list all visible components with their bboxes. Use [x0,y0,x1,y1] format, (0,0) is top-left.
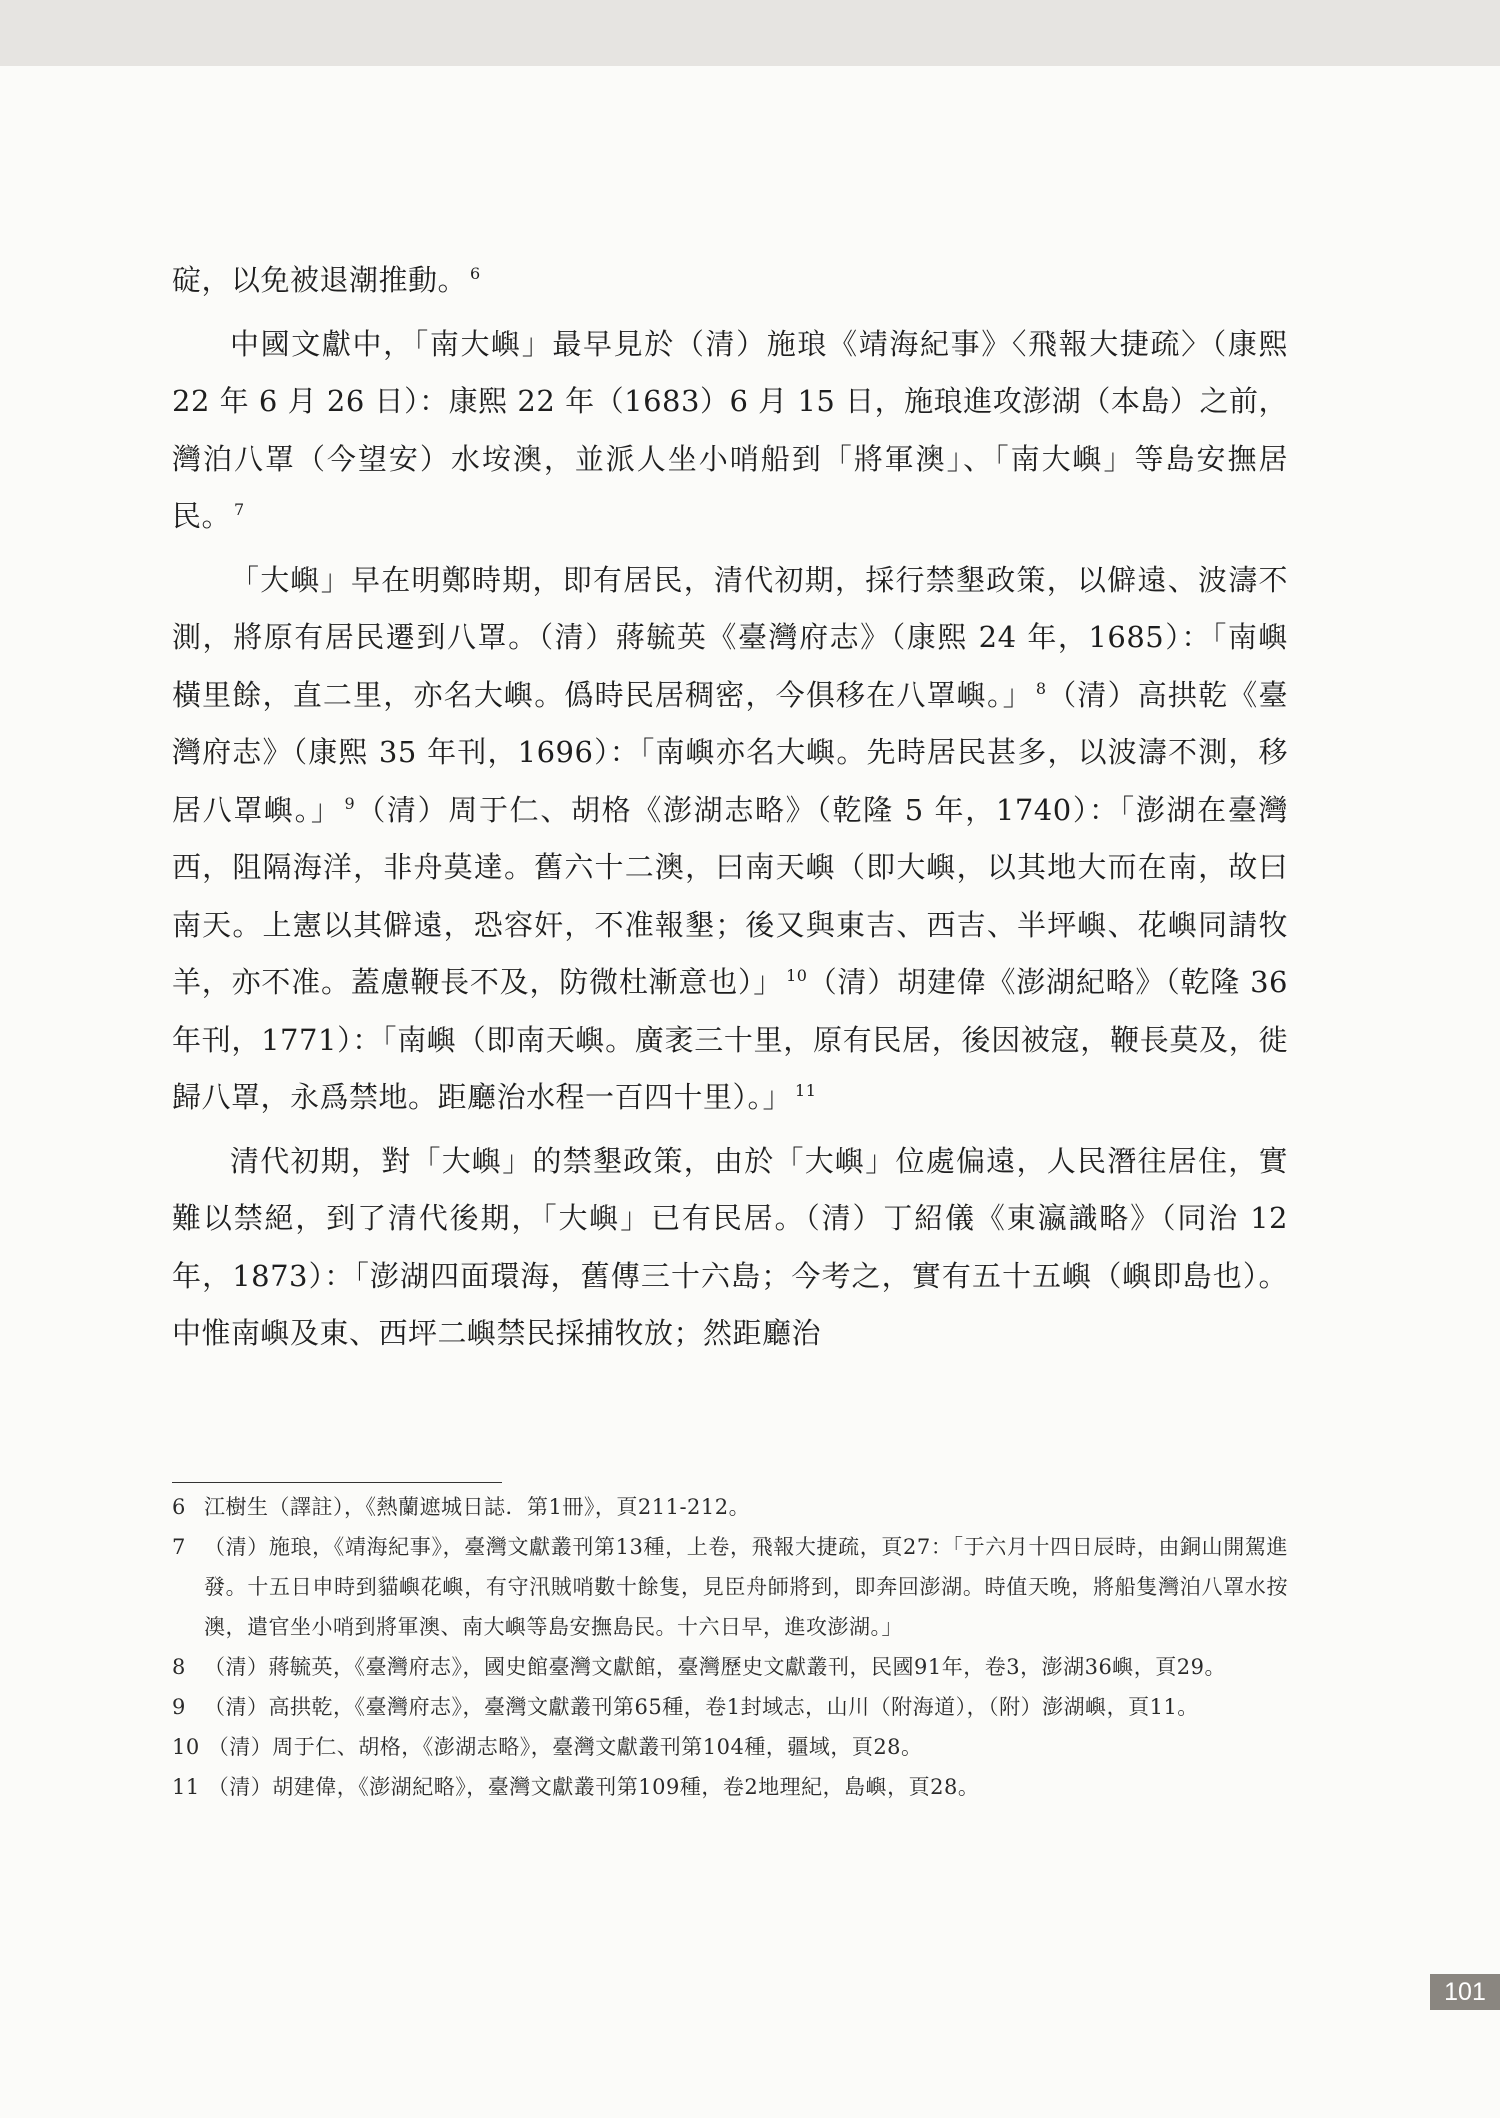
paragraph [172,1133,1288,1363]
footnote-number: 9 [172,1695,186,1719]
footnote-text: （清）蔣毓英，《臺灣府志》，國史館臺灣文獻館，臺灣歷史文獻叢刊，民國91年，卷3，澎湖36嶼，頁29。 [204,1655,1227,1679]
paragraph-text: （清）高拱乾《臺灣府志》（康熙 35 年刊，1696）：「南嶼亦名大嶼。先時居民甚多，以波濤不測，移居八罩嶼。」 [172,677,1288,827]
scan-top-margin [0,0,1500,66]
footnote-ref: 11 [795,1081,817,1101]
footnote-ref: 10 [786,966,808,986]
footnote-text: （清）施琅，《靖海紀事》，臺灣文獻叢刊第13種，上卷，飛報大捷疏，頁27：「于六月十四日辰時，由銅山開駕進發。十五日申時到貓嶼花嶼，有守汛賊哨數十餘隻，見臣舟師將到，即奔回澎湖。時值天晚，將船隻灣泊八罩水按澳，遣官坐小哨到將軍澳、南大嶼等島安撫島民。十六日早，進攻澎湖。」 [204,1535,1288,1639]
footnote-number: 6 [172,1495,186,1519]
page-number: 101 [1430,1974,1500,2010]
paragraph [172,316,1288,546]
paragraph-text: 中國文獻中，「南大嶼」最早見於（清）施琅《靖海紀事》〈飛報大捷疏〉（康熙 22 年 6 月 26 日）：康熙 22 年（1683）6 月 15 日，施琅進攻澎湖（本島）之前，灣泊八罩（今望安）水垵澳，並派人坐小哨船到「將軍澳」、「南大嶼」等島安撫居民。 [172,326,1288,533]
paragraph [172,552,1318,1127]
paragraph-text: 「大嶼」早在明鄭時期，即有居民，清代初期，採行禁墾政策，以僻遠、波濤不測，將原有居民遷到八罩。（清）蔣毓英《臺灣府志》（康熙 24 年，1685）：「南嶼 橫里餘，直二里，亦名大嶼。僞時民居稠密，今俱移在八罩嶼。」 [172,562,1318,712]
paragraph [172,252,1288,310]
footnote-11 [172,1767,1288,1807]
footnote-ref: 6 [470,264,481,284]
footnote-number: 7 [172,1535,186,1559]
paragraph-text: （清）胡建偉《澎湖紀略》（乾隆 36 年刊，1771）：「南嶼（即南天嶼。廣袤三十里，原有民居，後因被寇，鞭長莫及，徙歸八罩，永爲禁地。距廳治水程一百四十里）。」 [172,965,1288,1114]
footnote-text: （清）周于仁、胡格，《澎湖志略》，臺灣文獻叢刊第104種，疆域，頁28。 [207,1735,923,1759]
footnote-text: （清）胡建偉，《澎湖紀略》，臺灣文獻叢刊第109種，卷2地理紀，島嶼，頁28。 [207,1775,980,1799]
footnotes [172,1487,1288,1807]
footnote-ref: 8 [1035,678,1047,698]
footnote-number: 10 [172,1735,200,1759]
footnote-text: （清）高拱乾，《臺灣府志》，臺灣文獻叢刊第65種，卷1封域志，山川（附海道），（附）澎湖嶼，頁11。 [204,1695,1199,1719]
footnote-divider [172,1482,502,1483]
footnote-text: 江樹生（譯註），《熱蘭遮城日誌．第1冊》，頁211-212。 [204,1495,751,1519]
paragraph-text: 碇，以免被退潮推動。 [172,263,468,297]
footnote-6 [172,1487,1288,1527]
footnote-ref: 7 [234,500,245,520]
paragraph-text: 清代初期，對「大嶼」的禁墾政策，由於「大嶼」位處偏遠，人民潛往居住，實難以禁絕，到了清代後期，「大嶼」已有民居。（清）丁紹儀《東瀛識略》（同治 12 年，1873）：「澎湖四面環海，舊傳三十六島；今考之，實有五十五嶼（嶼即島也）。中惟南嶼及東、西坪二嶼禁民採捕牧放；然距廳治 [172,1143,1288,1350]
footnote-9 [172,1687,1288,1727]
paragraph-text: （清）周于仁、胡格《澎湖志略》（乾隆 5 年，1740）：「澎湖在臺灣西，阻隔海洋，非舟莫達。舊六十二澳，曰南天嶼（即大嶼，以其地大而在南，故曰南天。上憲以其僻遠，恐容奸，不准報墾；後又與東吉、西吉、半坪嶼、花嶼同請牧羊，亦不准。蓋慮鞭長不及，防微杜漸意也）」 [172,792,1288,999]
footnote-ref: 9 [344,793,356,813]
main-text [172,252,1318,1369]
footnote-10 [172,1727,1288,1767]
footnote-number: 8 [172,1655,186,1679]
footnote-number: 11 [172,1775,200,1799]
footnote-8 [172,1647,1288,1687]
footnote-7 [172,1527,1288,1647]
